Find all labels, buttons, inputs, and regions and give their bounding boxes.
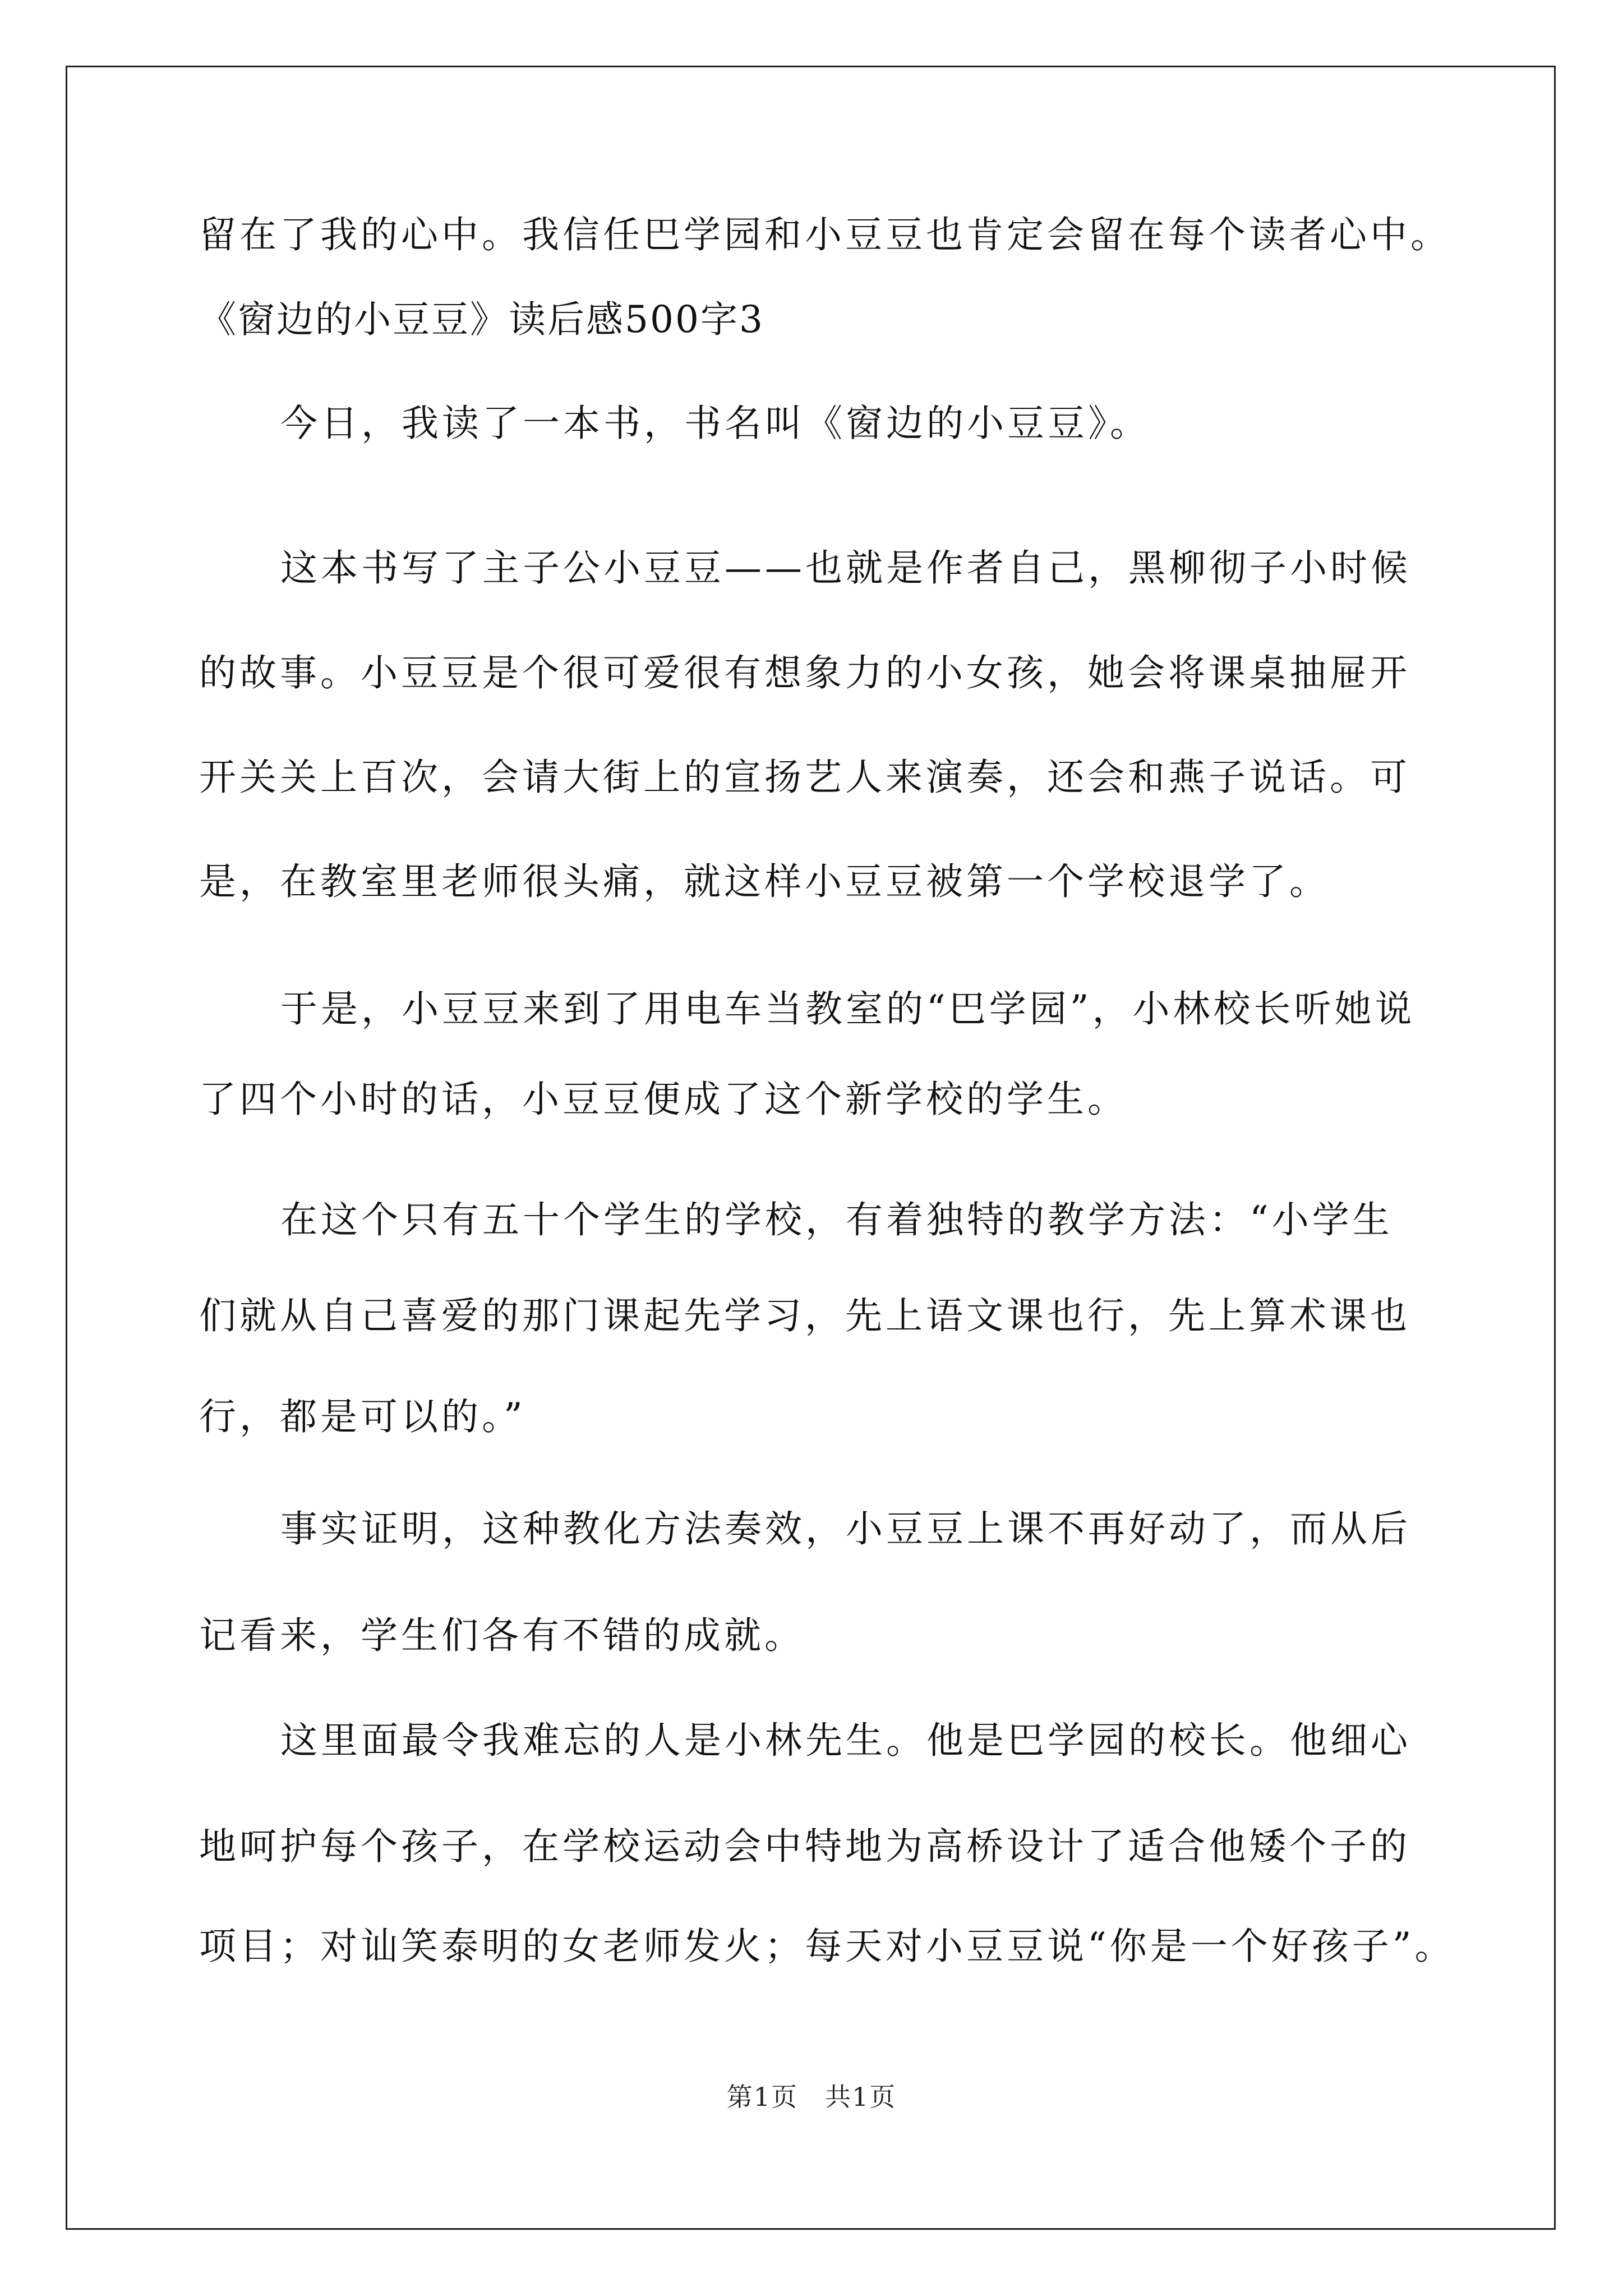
paragraph-line: 这本书写了主子公小豆豆——也就是作者自己，黑柳彻子小时候 — [280, 546, 1411, 590]
paragraph-line: 这里面最令我难忘的人是小林先生。他是巴学园的校长。他细心 — [280, 1719, 1411, 1762]
paragraph-line: 的故事。小豆豆是个很可爱很有想象力的小女孩，她会将课桌抽屉开 — [199, 651, 1410, 694]
paragraph-line: 行，都是可以的。” — [199, 1395, 526, 1438]
paragraph-line: 于是，小豆豆来到了用电车当教室的“巴学园”，小林校长听她说 — [280, 987, 1415, 1030]
paragraph-line: 项目；对讪笑泰明的女老师发火；每天对小豆豆说“你是一个好孩子”。 — [199, 1925, 1455, 1968]
paragraph-line: 在这个只有五十个学生的学校，有着独特的教学方法：“小学生 — [280, 1198, 1393, 1241]
section-heading: 《窗边的小豆豆》读后感500字3 — [199, 298, 764, 341]
paragraph-line: 是，在教室里老师很头痛，就这样小豆豆被第一个学校退学了。 — [199, 860, 1330, 903]
paragraph-line: 事实证明，这种教化方法奏效，小豆豆上课不再好动了，而从后 — [280, 1507, 1411, 1550]
paragraph-line: 地呵护每个孩子，在学校运动会中特地为高桥设计了适合他矮个子的 — [199, 1825, 1410, 1868]
paragraph-line: 今日，我读了一本书，书名叫《窗边的小豆豆》。 — [280, 402, 1150, 445]
page-footer: 第1页 共1页 — [726, 2082, 897, 2112]
paragraph-line: 留在了我的心中。我信任巴学园和小豆豆也肯定会留在每个读者心中。 — [199, 213, 1451, 256]
page-border — [66, 66, 1556, 2230]
paragraph-line: 们就从自己喜爱的那门课起先学习，先上语文课也行，先上算术课也 — [199, 1294, 1410, 1337]
paragraph-line: 记看来，学生们各有不错的成就。 — [199, 1614, 805, 1657]
paragraph-line: 开关关上百次，会请大街上的宣扬艺人来演奏，还会和燕子说话。可 — [199, 756, 1410, 799]
paragraph-line: 了四个小时的话，小豆豆便成了这个新学校的学生。 — [199, 1078, 1128, 1121]
